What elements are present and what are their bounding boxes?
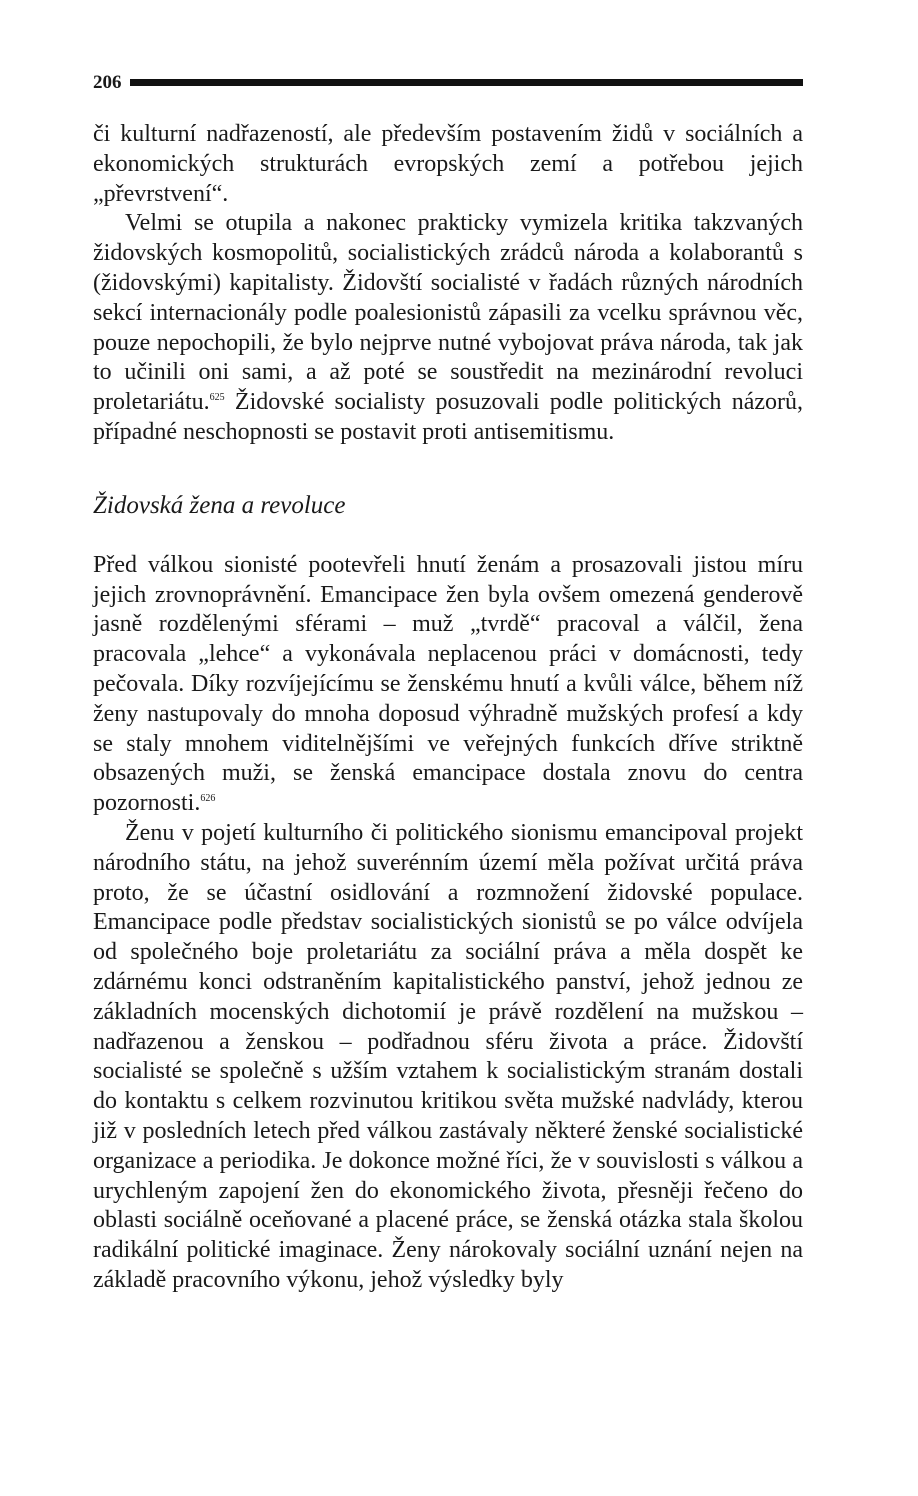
paragraph-text: Velmi se otupila a nakonec prakticky vymizela kritika takzvaných židovských kosmopolitů, socialistických zrádců národa a kolaborantů s (židovskými) kapitalisty. Židovští socialisté v řadách různých národních sekcí internacionály podle poalesionistů zápasili za vcelku správnou věc, pouze nepochopili, že bylo nejprve nutné vybojovat práva národa, tak jak to učinili oni sami, a až poté se soustředit na mezinárodní revoluci proletariátu. [93,210,803,416]
page-header [93,66,803,98]
page-number: 206 [93,71,122,93]
book-page [93,66,803,1296]
paragraph-criticism [93,209,803,447]
paragraph-text: Před válkou sionisté pootevřeli hnutí ženám a prosazovali jistou míru jejich zrovnoprávnění. Emancipace žen byla ovšem omezená genderově jasně rozdělenými sférami – muž „tvrdě“ pracoval a válčil, žena pracovala „lehce“ a vykonávala neplacenou práci v domácnosti, tedy pečovala. Díky rozvíjejícímu se ženskému hnutí a kvůli válce, během níž ženy nastupovaly do mnoha doposud výhradně mužských profesí a kdy se staly mnohem viditelnějšími ve veřejných funkcích dříve striktně obsazených muži, se ženská emancipace dostala znovu do centra pozornosti. [93,551,803,817]
paragraph-continuation: či kulturní nadřazeností, ale především postavením židů v sociálních a ekonomických strukturách evropských zemí a potřebou jejich „převrstvení“. [93,121,803,207]
section-heading: Židovská žena a revoluce [93,491,346,519]
body-text [93,120,803,1296]
header-rule [130,79,804,86]
paragraph-emancipation: Ženu v pojetí kulturního či politického sionismu emancipoval projekt národního státu, na jehož suverénním území měla požívat určitá práva proto, že se účastní osidlování a rozmnožení židovské populace. Emancipace podle představ socialistických sionistů se po válce odvíjela od společného boje proletariátu za sociální práva a měla dospět ke zdárnému konci odstraněním kapitalistického panství, jehož jednou ze základních mocenských dichotomií je právě rozdělení na mužskou – nadřazenou a ženskou – podřadnou sféru života a práce. Židovští socialisté se společně s užším vztahem k socialistickým stranám dostali do kontaktu s celkem rozvinutou kritikou světa mužské nadvlády, kterou již v posledních letech před válkou zastávaly některé ženské socialistické organizace a periodika. Je dokonce možné říci, že v souvislosti s válkou a urychleným zapojení žen do ekonomického života, přesněji řečeno do oblasti sociálně oceňované a placené práce, se ženská otázka stala školou radikální politické imaginace. Ženy nárokovaly sociální uznání nejen na základě pracovního výkonu, jehož výsledky byly [93,819,803,1293]
paragraph-prewar [93,551,803,819]
paragraph-text: Židovské socialisty posuzovali podle politických názorů, případné neschopnosti se postavit proti antisemitismu. [93,389,803,445]
footnote-ref-625[interactable]: 625 [209,392,225,404]
footnote-ref-626[interactable]: 626 [200,793,216,805]
